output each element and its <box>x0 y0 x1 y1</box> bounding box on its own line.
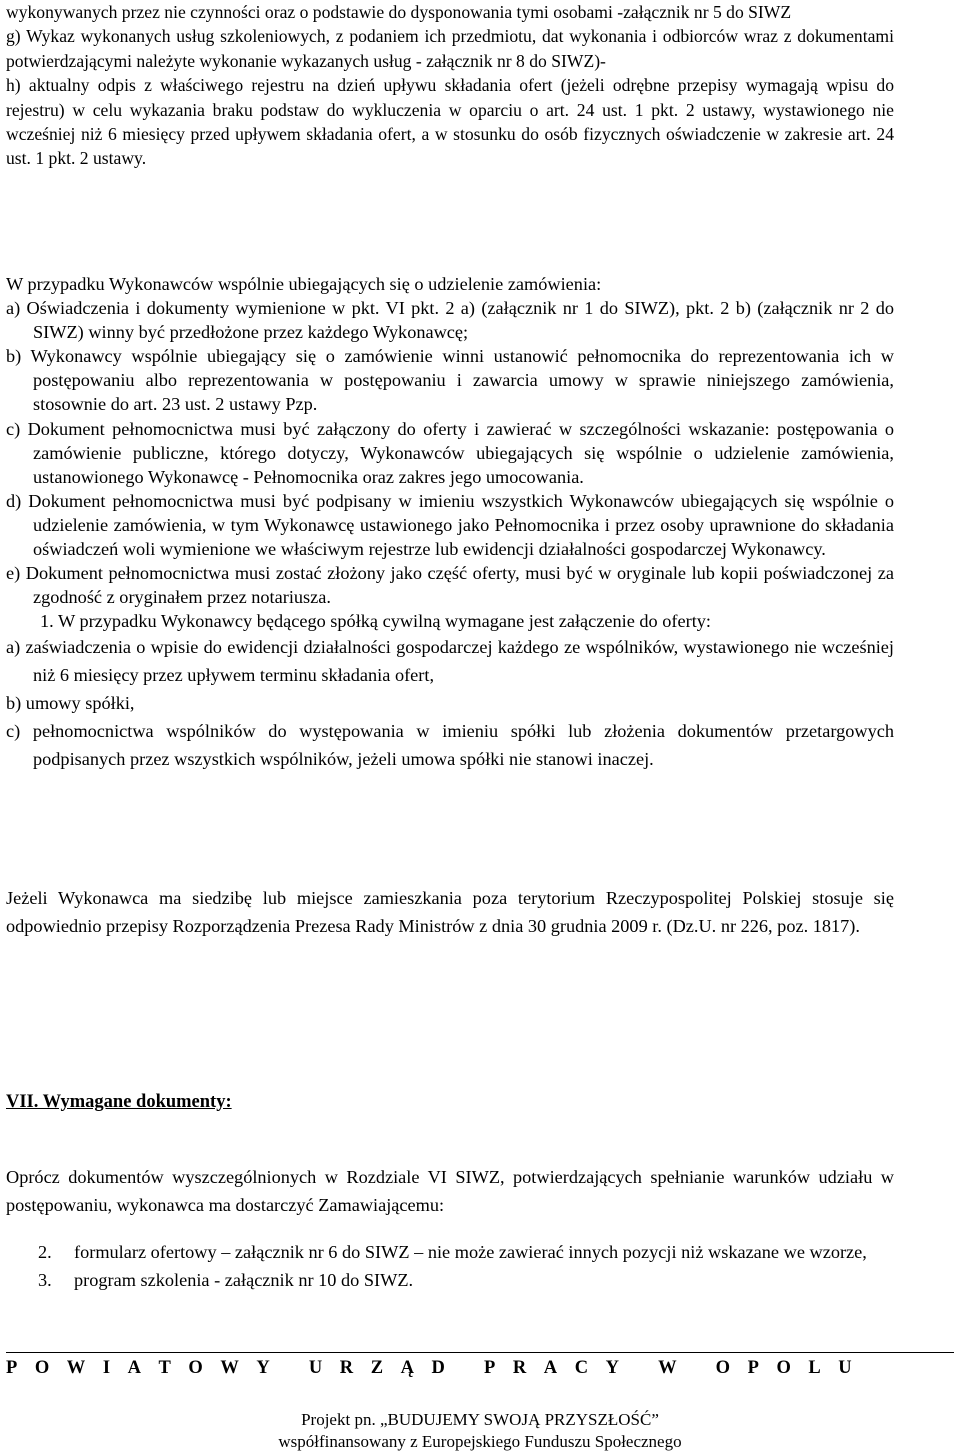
list-item-number: 3. <box>38 1270 52 1290</box>
civil-item-b: b) umowy spółki, <box>6 693 135 714</box>
office-gap <box>462 1358 466 1379</box>
office-letter: L <box>808 1358 821 1378</box>
list-item-text: program szkolenia - załącznik nr 10 do SIWZ. <box>74 1270 414 1290</box>
footer-divider <box>6 1352 954 1353</box>
list-item <box>38 1266 894 1294</box>
office-letter: U <box>838 1358 852 1378</box>
office-letter: Ą <box>400 1358 414 1378</box>
office-letter: Y <box>256 1358 270 1378</box>
paragraph-registry-extract: h) aktualny odpis z właściwego rejestru na dzień upływu składania ofert (jeżeli odrębne przepisy wymagają wpisu do rejestru) w celu wykazania braku podstaw do wykluczenia w oparciu o art. 24 ust. 1 pkt. 2 ustawy, wystawionego nie wcześniej niż 6 miesięcy przed upływem składania ofert, a w stosunku do osób fizycznych oświadczenie w zakresie art. 24 ust. 1 pkt. 2 ustawy. <box>6 75 894 169</box>
consortium-intro: W przypadku Wykonawców wspólnie ubiegających się o udzielenie zamówienia: <box>6 274 602 294</box>
required-documents-list <box>38 1238 894 1294</box>
office-letter: O <box>188 1358 203 1378</box>
list-item-text: formularz ofertowy – załącznik nr 6 do SIWZ – nie może zawierać innych pozycji niż wskazane we wzorze, <box>74 1242 867 1262</box>
office-letter: O <box>715 1358 731 1378</box>
office-letter: P <box>483 1358 496 1378</box>
office-letter: O <box>34 1358 50 1378</box>
consortium-section <box>6 272 894 773</box>
office-letter: C <box>574 1358 589 1378</box>
office-letter: D <box>431 1358 445 1378</box>
office-letter: P <box>6 1358 18 1378</box>
office-letter: W <box>658 1358 677 1378</box>
office-letter: U <box>308 1358 323 1378</box>
office-gap <box>287 1358 291 1379</box>
office-letter: R <box>512 1358 527 1378</box>
office-letter: A <box>127 1358 141 1378</box>
civil-item-c: c) pełnomocnictwa wspólników do występowania w imieniu spółki lub złożenia dokumentów przetargowych podpisanych przez wszystkich wspólników, jeżeli umowa spółki nie stanowi inaczej. <box>6 721 894 770</box>
civil-partnership-intro: 1. W przypadku Wykonawcy będącego spółką cywilną wymagane jest załączenie do oferty: <box>40 611 711 632</box>
footer-project-title: Projekt pn. „BUDUJEMY SWOJĄ PRZYSZŁOŚĆ” <box>301 1410 659 1429</box>
office-gap <box>694 1358 698 1379</box>
office-letter: Z <box>370 1358 384 1378</box>
list-item-number: 2. <box>38 1242 52 1262</box>
foreign-contractor-paragraph: Jeżeli Wykonawca ma siedzibę lub miejsce zamieszkania poza terytorium Rzeczypospolitej Polskiej stosuje się odpowiednio przepisy Rozporządzenia Prezesa Rady Ministrów z dnia 30 grudnia 2009 r. (Dz.U. nr 226, poz. 1817). <box>6 888 894 936</box>
office-gap <box>637 1358 641 1379</box>
office-letter: A <box>543 1358 558 1378</box>
office-letter: T <box>158 1358 171 1378</box>
consortium-item-a: a) Oświadczenia i dokumenty wymienione w pkt. VI pkt. 2 a) (załącznik nr 1 do SIWZ), pkt. 2 b) (załącznik nr 2 do SIWZ) winny być przedłożone przez każdego Wykonawcę; <box>6 298 894 343</box>
office-letter: I <box>102 1358 111 1378</box>
office-letter: O <box>776 1358 791 1378</box>
office-letter: W <box>66 1358 86 1378</box>
requirements-continued <box>6 0 894 171</box>
consortium-item-e: e) Dokument pełnomocnictwa musi zostać złożony jako część oferty, musi być w oryginale lub kopii poświadczonej za zgodność z oryginałem przez notariusza. <box>6 563 894 608</box>
office-letter: W <box>220 1358 239 1378</box>
consortium-item-d: d) Dokument pełnomocnictwa musi być podpisany w imieniu wszystkich Wykonawców ubiegających się wspólnie o udzielenie zamówienia, w tym Wykonawcę ustawionego jako Pełnomocnika i przez osoby uprawnione do składania oświadczeń woli wymienione we właściwym rejestrze lub ewidencji działalności gospodarczej Wykonawcy. <box>6 490 894 560</box>
paragraph-services-list: g) Wykaz wykonanych usług szkoleniowych, z podaniem ich przedmiotu, dat wykonania i odbiorców wraz z dokumentami potwierdzającymi należyte wykonanie wykazanych usług - załącznik nr 8 do SIWZ)- <box>6 26 894 71</box>
office-letter: Y <box>605 1358 619 1378</box>
list-item <box>38 1238 894 1266</box>
required-documents-intro: Oprócz dokumentów wyszczególnionych w Rozdziale VI SIWZ, potwierdzających spełnianie warunków udziału w postępowaniu, wykonawca ma dostarczyć Zamawiającemu: <box>6 1167 894 1215</box>
office-letter: R <box>339 1358 354 1378</box>
consortium-item-c: c) Dokument pełnomocnictwa musi być załączony do oferty i zawierać w szczególności wskazanie: postępowania o zamówienie publiczne, którego dotyczy, Wykonawców ubiegających się wspólnie o udzielenie zamówienia, ustanowionego Wykonawcę - Pełnomocnika oraz zakres jego umocowania. <box>6 418 894 487</box>
paragraph-staff-basis: wykonywanych przez nie czynności oraz o podstawie do dysponowania tymi osobami -załącznik nr 5 do SIWZ <box>6 2 792 22</box>
office-name-spaced <box>6 1358 852 1379</box>
consortium-item-b: b) Wykonawcy wspólnie ubiegający się o zamówienie winni ustanowić pełnomocnika do reprezentowania ich w postępowaniu albo reprezentowania w postępowaniu i zawarcia umowy w sprawie niniejszego zamówienia, stosownie do art. 23 ust. 2 ustawy Pzp. <box>6 346 894 415</box>
footer-funding-note: współfinansowany z Europejskiego Funduszu Społecznego <box>278 1432 682 1451</box>
section-heading: VII. Wymagane dokumenty: <box>6 1092 232 1112</box>
civil-item-a: a) zaświadczenia o wpisie do ewidencji działalności gospodarczej każdego ze wspólników, wystawionego nie wcześniej niż 6 miesięcy przez upływem terminu składania ofert, <box>6 637 894 686</box>
office-letter: P <box>747 1358 759 1378</box>
